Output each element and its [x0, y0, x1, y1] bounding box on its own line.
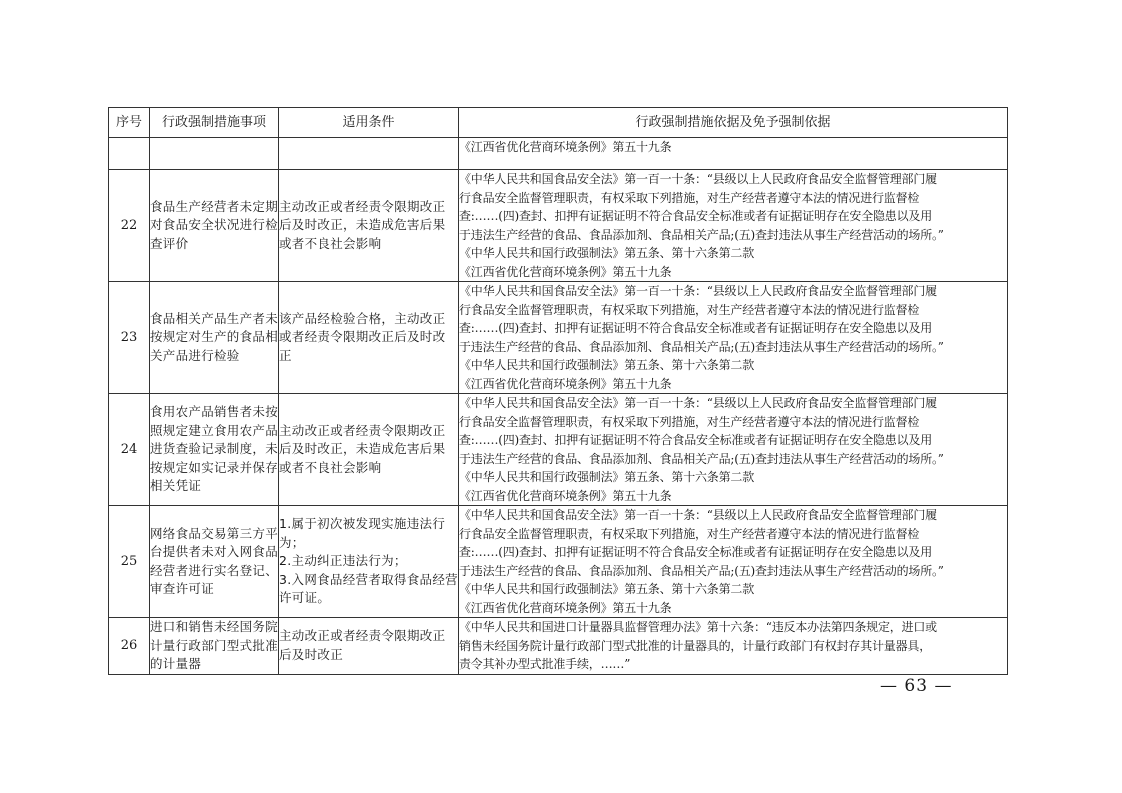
basis-line: 《中华人民共和国食品安全法》第一百一十条：“县级以上人民政府食品安全监督管理部门履 [459, 284, 937, 298]
row-condition: 主动改正或者经责令限期改正后及时改正，未造成危害后果或者不良社会影响 [279, 170, 459, 282]
header-item: 行政强制措施事项 [150, 108, 279, 138]
row-condition: 主动改正或者经责令限期改正后及时改正 [279, 618, 459, 675]
row-item: 网络食品交易第三方平台提供者未对入网食品经营者进行实名登记、审查许可证 [150, 506, 279, 618]
row-number: 23 [109, 282, 150, 394]
header-seq: 序号 [109, 108, 150, 138]
basis-line: 《中华人民共和国行政强制法》第五条、第十六条第二款 [459, 470, 755, 484]
basis-line: 查:……(四)查封、扣押有证据证明不符合食品安全标准或者有证据证明存在安全隐患以及用 [459, 209, 933, 223]
row-basis [459, 138, 1008, 170]
row-item: 食品相关产品生产者未按规定对生产的食品相关产品进行检验 [150, 282, 279, 394]
basis-line: 查:……(四)查封、扣押有证据证明不符合食品安全标准或者有证据证明存在安全隐患以及用 [459, 545, 933, 559]
basis-line: 于违法生产经营的食品、食品添加剂、食品相关产品;(五)查封违法从事生产经营活动的场所。” [459, 339, 944, 354]
table-row [109, 394, 1008, 506]
table-row [109, 138, 1008, 170]
header-basis: 行政强制措施依据及免予强制依据 [459, 108, 1008, 138]
basis-line: 《江西省优化营商环境条例》第五十九条 [459, 600, 672, 615]
condition-line: 2.主动纠正违法行为； [279, 553, 407, 569]
page-number: — 63 — [880, 676, 953, 696]
basis-line: 责令其补办型式批准手续，……” [459, 657, 631, 671]
row-item: 食品生产经营者未定期对食品安全状况进行检查评价 [150, 170, 279, 282]
row-condition: 该产品经检验合格，主动改正或者经责令限期改正后及时改正 [279, 282, 459, 394]
row-basis [459, 394, 1008, 506]
row-number: 24 [109, 394, 150, 506]
condition-line: 3.入网食品经营者取得食品经营许可证。 [279, 571, 458, 606]
row-condition [279, 138, 459, 170]
basis-line: 查:……(四)查封、扣押有证据证明不符合食品安全标准或者有证据证明存在安全隐患以及用 [459, 433, 933, 447]
basis-line: 《中华人民共和国进口计量器具监督管理办法》第十六条：“违反本办法第四条规定，进口或 [459, 620, 937, 634]
table-row [109, 506, 1008, 618]
table-row [109, 282, 1008, 394]
basis-line: 行食品安全监督管理职责，有权采取下列措施，对生产经营者遵守本法的情况进行监督检 [459, 190, 920, 205]
basis-line: 《江西省优化营商环境条例》第五十九条 [459, 488, 672, 503]
header-condition: 适用条件 [279, 108, 459, 138]
basis-line: 行食品安全监督管理职责，有权采取下列措施，对生产经营者遵守本法的情况进行监督检 [459, 526, 920, 541]
basis-line: 于违法生产经营的食品、食品添加剂、食品相关产品;(五)查封违法从事生产经营活动的场所。” [459, 451, 944, 466]
basis-line: 《江西省优化营商环境条例》第五十九条 [459, 264, 672, 279]
row-basis [459, 506, 1008, 618]
row-basis [459, 282, 1008, 394]
row-item: 进口和销售未经国务院计量行政部门型式批准的计量器 [150, 618, 279, 675]
row-condition: 主动改正或者经责令限期改正后及时改正，未造成危害后果或者不良社会影响 [279, 394, 459, 506]
basis-line: 《中华人民共和国食品安全法》第一百一十条：“县级以上人民政府食品安全监督管理部门履 [459, 508, 937, 522]
basis-line: 销售未经国务院计量行政部门型式批准的计量器具的，计量行政部门有权封存其计量器具， [459, 638, 932, 653]
row-item: 食用农产品销售者未按照规定建立食用农产品进货查验记录制度，未按规定如实记录并保存相关凭证 [150, 394, 279, 506]
table-header-row [109, 108, 1008, 138]
condition-line: 1.属于初次被发现实施违法行为； [279, 516, 446, 550]
row-number: 26 [109, 618, 150, 675]
basis-line: 查:……(四)查封、扣押有证据证明不符合食品安全标准或者有证据证明存在安全隐患以及用 [459, 321, 933, 335]
basis-line: 行食品安全监督管理职责，有权采取下列措施，对生产经营者遵守本法的情况进行监督检 [459, 302, 920, 317]
basis-line: 《中华人民共和国行政强制法》第五条、第十六条第二款 [459, 246, 755, 260]
basis-line: 《中华人民共和国行政强制法》第五条、第十六条第二款 [459, 358, 755, 372]
basis-line: 《江西省优化营商环境条例》第五十九条 [459, 140, 672, 154]
row-number [109, 138, 150, 170]
basis-line: 《江西省优化营商环境条例》第五十九条 [459, 376, 672, 391]
basis-line: 《中华人民共和国食品安全法》第一百一十条：“县级以上人民政府食品安全监督管理部门履 [459, 396, 937, 410]
enforcement-measures-table [108, 107, 1008, 675]
basis-line: 于违法生产经营的食品、食品添加剂、食品相关产品;(五)查封违法从事生产经营活动的场所。” [459, 563, 944, 578]
row-condition [279, 506, 459, 618]
row-number: 22 [109, 170, 150, 282]
row-item [150, 138, 279, 170]
basis-line: 《中华人民共和国行政强制法》第五条、第十六条第二款 [459, 582, 755, 596]
basis-line: 于违法生产经营的食品、食品添加剂、食品相关产品;(五)查封违法从事生产经营活动的场所。” [459, 227, 944, 242]
table-row [109, 618, 1008, 675]
basis-line: 行食品安全监督管理职责，有权采取下列措施，对生产经营者遵守本法的情况进行监督检 [459, 414, 920, 429]
basis-line: 《中华人民共和国食品安全法》第一百一十条：“县级以上人民政府食品安全监督管理部门履 [459, 172, 937, 186]
row-basis [459, 170, 1008, 282]
row-number: 25 [109, 506, 150, 618]
table-row [109, 170, 1008, 282]
row-basis [459, 618, 1008, 675]
